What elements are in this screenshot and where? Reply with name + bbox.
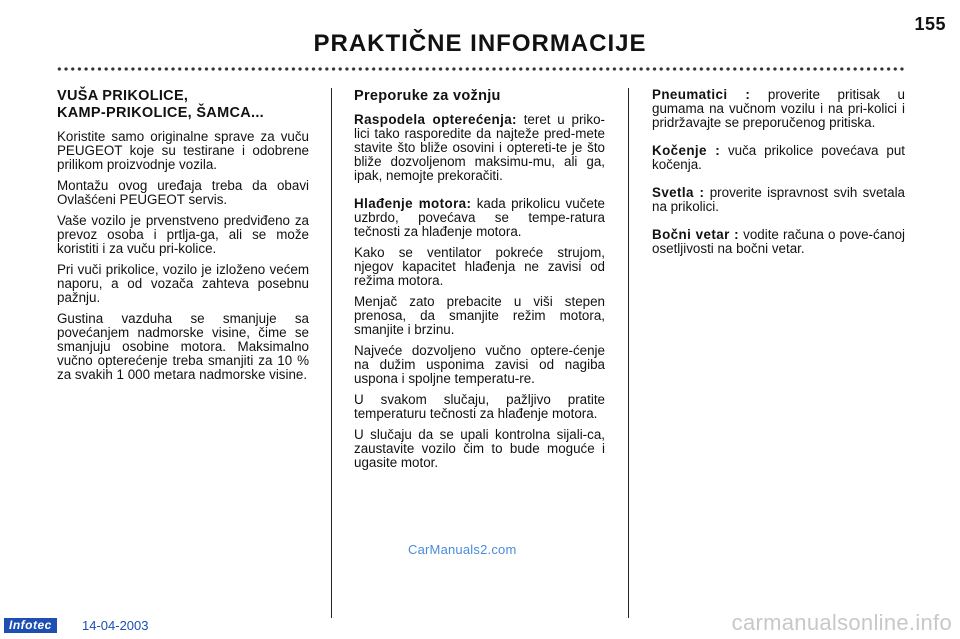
text-cooling: kada prikolicu vučete uzbrdo, povećava se tempe-ratura tečnosti za hlađenje motora.: [354, 196, 605, 239]
heading-line-2: KAMP-PRIKOLICE, ŠAMCA...: [57, 105, 264, 121]
text-brakes: vuča prikolice povećava put kočenja.: [652, 143, 905, 172]
paragraph-engine-cooling: [354, 197, 605, 239]
paragraph: Menjač zato prebacite u viši stepen prenosa, da smanjite režim motora, smanjite i brzinu.: [354, 294, 605, 337]
paragraph: Montažu ovog uređaja treba da obavi Ovlašćeni PEUGEOT servis.: [57, 178, 309, 207]
infotec-logo: Infotec: [4, 618, 57, 633]
label-lights: Svetla :: [652, 185, 705, 200]
paragraph-crosswind: [652, 228, 905, 256]
label-wind: Bočni vetar :: [652, 227, 740, 242]
paragraph: Kako se ventilator pokreće strujom, njegov kapacitet hlađenja ne zavisi od režima motora.: [354, 245, 605, 288]
text-wind: vodite računa o pove-ćanoj osetljivosti na bočni vetar.: [652, 227, 906, 256]
text-lights: proverite ispravnost svih svetala na prikolici.: [652, 185, 905, 214]
text-tires: proverite pritisak u gumama na vučnom vozilu i na pri-kolici i pridržavajte se preporučenog pritiska.: [652, 87, 906, 130]
paragraph: U svakom slučaju, pažljivo pratite temperaturu tečnosti za hlađenje motora.: [354, 392, 605, 421]
section-heading: [57, 88, 309, 122]
column-divider: [628, 88, 629, 618]
heading-line-1: VUŠA PRIKOLICE,: [57, 88, 189, 104]
paragraph-load-distribution: [354, 113, 605, 183]
dotted-divider: [56, 67, 906, 71]
paragraph: Pri vuči prikolice, vozilo je izloženo većem naporu, a od vozača zahteva posebnu pažnju.: [57, 262, 309, 305]
paragraph: Vaše vozilo je prvenstveno predviđeno za prevoz osoba i prtlja-ga, ali se može koristiti i za vuču pri-kolice.: [57, 213, 309, 256]
column-driving-tips: [354, 88, 605, 477]
paragraph: U slučaju da se upali kontrolna sijali-ca, zaustavite vozilo čim to bude moguće i ugasite motor.: [354, 427, 605, 470]
watermark-center: CarManuals2.com: [408, 542, 517, 557]
label-brakes: Kočenje :: [652, 143, 721, 158]
label-tires: Pneumatici :: [652, 87, 751, 102]
watermark-bottom-right: carmanualsonline.info: [731, 610, 952, 635]
page-title: PRAKTIČNE INFORMACIJE: [313, 30, 647, 57]
paragraph-brakes: [652, 144, 905, 172]
section-heading: Preporuke za vožnju: [354, 88, 501, 104]
label-cooling: Hlađenje motora:: [354, 196, 472, 211]
text-load: teret u priko-lici tako rasporedite da najteže pred-mete stavite što bliže osovini i optereti-te je što bliže dozvoljenom maksimu-mu, ali ga, ipak, nemojte prekoračiti.: [354, 112, 605, 183]
paragraph-tires: [652, 88, 905, 130]
column-checks: [652, 88, 905, 263]
page-number: 155: [914, 14, 946, 34]
paragraph: Gustina vazduha se smanjuje sa povećanjem nadmorske visine, čime se smanjuju osobine motora. Maksimalno vučno opterećenje treba smanjiti za 10 % za svakih 1 000 metara nadmorske visine.: [57, 311, 309, 382]
label-load: Raspodela opterećenja:: [354, 112, 517, 127]
column-trailer-towing: [57, 88, 309, 389]
paragraph-lights: [652, 186, 905, 214]
column-divider: [331, 88, 332, 618]
footer-date: 14-04-2003: [82, 618, 149, 633]
paragraph: Najveće dozvoljeno vučno optere-ćenje na dužim usponima zavisi od nagiba uspona i spoljne temperatu-re.: [354, 343, 605, 386]
paragraph: Koristite samo originalne sprave za vuču PEUGEOT koje su testirane i odobrene prilikom proizvodnje vozila.: [57, 129, 309, 172]
